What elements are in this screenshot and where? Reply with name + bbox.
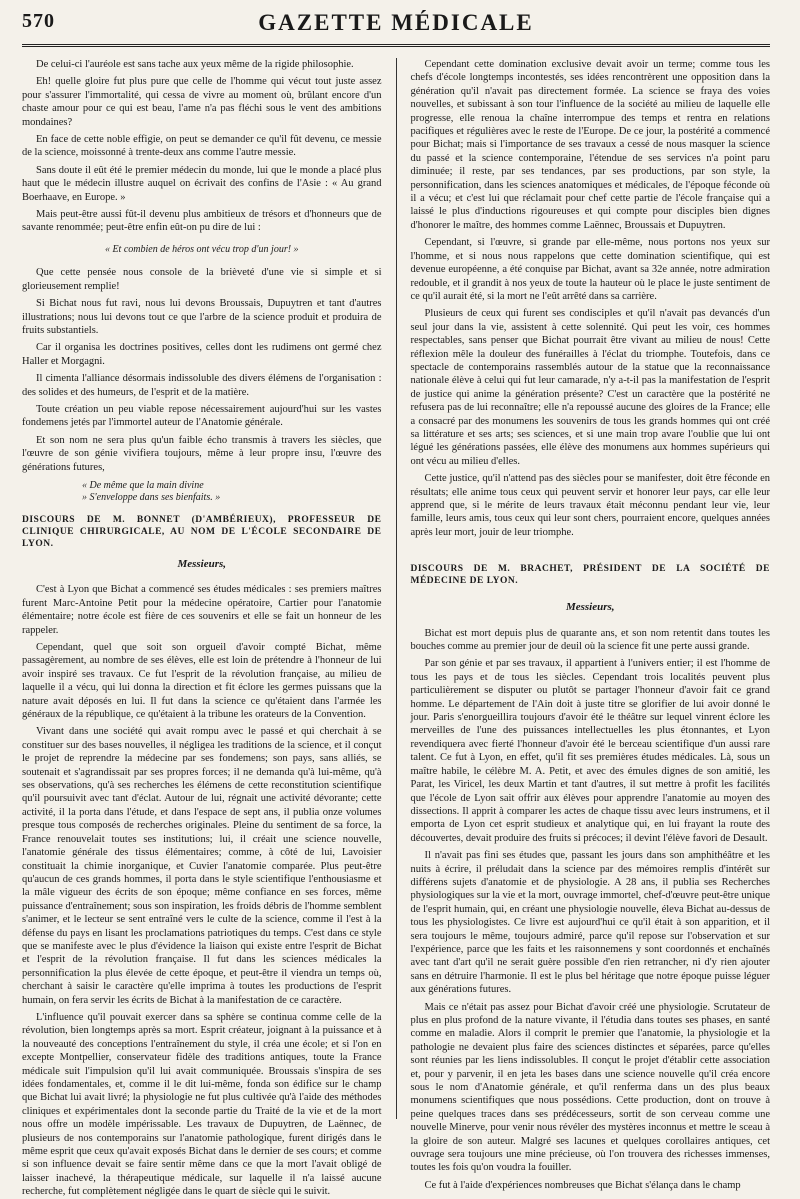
salutation: Messieurs, xyxy=(177,557,227,570)
paragraph: Mais peut-être aussi fût-il devenu plus ambitieux de trésors et d'honneurs que de savante renommée; peut-être enfin eût-on pu dire de lui : xyxy=(22,209,382,234)
paragraph: Cependant, quel que soit son orgueil d'avoir compté Bichat, même passagèrement, au nombre de ses élèves, elle est loin de prétendre à l'honneur de lui avoir inspiré ses travaux. Ce fut l'esprit de la révolution française, au milieu de laquelle il a vécu, qui lui donna la direction et fit éclore les germes puissans que la nature avait déposés en lui. Il fut dans la science ce qu'étaient dans l'armée les généraux de la république, ce qu'étaient à la tribune les orateurs de la Convention. xyxy=(22,642,382,721)
verse-line: » S'enveloppe dans ses bienfaits. » xyxy=(82,491,221,503)
page-header xyxy=(22,10,770,36)
paragraph: De celui-ci l'auréole est sans tache aux yeux même de la rigide philosophie. xyxy=(36,59,354,70)
paragraph: En face de cette noble effigie, on peut se demander ce qu'il fût devenu, ce messie de la science, moissonné à trente-deux ans comme l'autre messie. xyxy=(22,134,382,159)
paragraph: Toute création un peu viable repose nécessairement aujourd'hui sur les vastes fondemens jetés par l'immortel auteur de l'Anatomie générale. xyxy=(22,403,382,429)
column-divider xyxy=(396,58,397,1119)
paragraph: Vivant dans une société qui avait rompu avec le passé et qui cherchait à se constituer sur des bases nouvelles, il négligea les traditions de la science, et il conçut le projet de reprendre la médecine par ses fondemens; son pays, sans alliés, se soutenait et s'agrandissait par ses propres forces; il ne demanda qu'à lui-même, qu'à ses observations, qu'à ses recherches les élémens de cette reconstitution scientifique qu'il poursuivit avec tant d'éclat. Autour de lui, régnait une activité dévorante; cette activité, il la porta dans l'étude, et dans l'espace de sept ans, il publia onze volumes presque tous composés de recherches originales. Pleine du sentiment de sa force, la France renouvelait toutes ses institutions; lui, il créait une science nouvelle, l'anatomie générale des tissus élémentaires; comme, à côté de lui, Lavoisier constituait la chimie inorganique, et Cuvier l'anatomie comparée. Plus peut-être qu'aucun de ces grands hommes, il porta dans le style scientifique l'enthousiasme et la mâle vigueur des écrits de son époque; même confiance en ses forces, même puissance d'entraînement; sous son inspiration, les froids débris de l'homme semblent s'animer, et le lecteur se sent entraîné vers le culte de la science, comme il l'est à la défense du pays en lisant les proclamations patriotiques du temps. C'est dans ce style que se manifeste avec le plus d'évidence la liaison qui existe entre l'esprit de Bichat et l'esprit de la révolution française. Il fut dans les sciences médicales la personnification la plus élevée de cette époque, et peut-être il viendra un temps où, cherchant à saisir le caractère qu'elle imprima à toutes les productions de l'esprit humain, on fera servir les écrits de Bichat à la manifestation de ce caractère. xyxy=(22,726,382,1006)
section-heading: DISCOURS DE M. BONNET (D'AMBÉRIEUX), PROFESSEUR DE CLINIQUE CHIRURGICALE, AU NOM DE L'ÉCOLE SECONDAIRE DE LYON. xyxy=(22,514,382,549)
section-heading: DISCOURS DE M. BRACHET, PRÉSIDENT DE LA SOCIÉTÉ DE MÉDECINE DE LYON. xyxy=(410,564,770,587)
paragraph: Par son génie et par ses travaux, il appartient à l'univers entier; il est l'homme de tous les pays et de tous les siècles. Cependant trois localités peuvent plus particulièrement se disputer ou plutôt se partager l'honneur d'avoir fait ce grand homme. Le département de l'Ain doit à juste titre se glorifier de lui avoir donné le jour. Paris s'enorgueillira toujours d'avoir été le théâtre sur lequel vinrent éclore les merveilles de l'une des puissances intellectuelles les plus étonnantes, et Lyon revendiquera avec fierté l'honneur d'avoir été le berceau scientifique d'un aussi rare talent. Ce fut à Lyon, en effet, qu'il fit ses premières études médicales. Là, sous un maître habile, le célèbre M. A. Petit, et avec des émules dignes de son amitié, les Parat, les Viricel, les deux Martin et tant d'autres, il sut mettre à profit les facilités que l'école de Lyon sait offrir aux élèves pour apprendre l'anatomie au moyen des dissections. Il apprit à comparer les actes de chaque tissu avec leurs instrumens, et il emporta de Lyon cet esprit studieux et analytique qui, en lui frayant la route des découvertes, devait produire des fruits si précoces; il devint l'élève favori de Desault. xyxy=(410,658,770,844)
left-column xyxy=(22,58,382,1198)
paragraph: Si Bichat nous fut ravi, nous lui devons Broussais, Dupuytren et tant d'autres illustrations; nous lui devons tout ce que l'arbre de la science produit et produira de fruits substantiels. xyxy=(22,298,382,336)
paragraph: Que cette pensée nous console de la brièveté d'une vie si simple et si glorieusement remplie! xyxy=(22,267,382,292)
salutation: Messieurs, xyxy=(565,601,615,614)
paragraph: L'influence qu'il pouvait exercer dans sa sphère se continua comme celle de la révolution, bien longtemps après sa mort. Esprit créateur, joignant à la puissance et à la nouveauté des conceptions l'entraînement du style, il créa une école; et si l'on en excepte Montpellier, conservateur fidèle des traditions antiques, toute la France médicale suit l'impulsion qu'il lui avait communiquée. Broussais s'inspira de ses idées fondamentales, et, comme il le dit lui-même, fonda son édifice sur le champ que Bichat lui avait livré; la physiologie ne fut plus cultivée qu'à l'aide des méthodes cliniques et expérimentales dont la seconde partie du Traité de la vie et de la mort nous offre un modèle impérissable. Les travaux de Dupuytren, de Laënnec, de plusieurs de nos contemporains sur l'anatomie pathologique, furent dirigés dans le même esprit que ceux qu'avait exposés Bichat dans le dernier de ses cours; et comme si son influence devait se faire sentir même dans ce que la mort l'avait obligé de laisser inachevé, la thérapeutique médicale, sur laquelle il n'a laissé aucune recherche, fut complètement négligée dans le quart de siècle qui le suivit. xyxy=(22,1011,382,1198)
paragraph: Plusieurs de ceux qui furent ses condisciples et qu'il n'avait pas devancés d'un seul jour dans la vie, assistent à cette solennité. Qui peut les voir, ces hommes respectables, sans penser que Bichat pourrait être vivant au milieu de nous! Cette réflexion mêle la douleur des funérailles à l'éclat du triomphe. Toutefois, dans ce spectacle de contemporains rassemblés autour de la statue que la reconnaissance nationale élève à celui qui fut leur camarade, n'y a-t-il pas la manifestation de l'esprit de justice qui anime la génération présente? C'est un caractère que la postérité ne refusera pas de lui reconnaître; elle n'a repoussé aucune des gloires de la France; elle a consacré par des monumens les souvenirs de tous les grands hommes qui ont créé sa littérature et ses arts; ses sciences, et si une main trop avare l'oublie que lui ont légué les générations passées, elle élève des monumens aux hommes supérieurs qui ont vécu au milieu d'elles. xyxy=(410,308,770,467)
paragraph: Mais ce n'était pas assez pour Bichat d'avoir créé une physiologie. Scrutateur de plus en plus profond de la nature vivante, il l'étudia dans toutes ses phases, en santé comme en maladie. Alors il comprit le premier que l'anatomie, la physiologie et la pathologie ne devaient plus faire des sciences distinctes et séparées, parce qu'elles sont réunies par les liens indissolubles. Il conçut le projet d'établir cette association et, pour y parvenir, il en jeta les bases dans une science nouvelle qu'il créa encore sous le nom d'Anatomie générale, et qu'il renferma dans un des plus beaux monumens scientifiques que nous possédions. Cette production, dont on trouve à peine quelques traces dans ses prédécesseurs, sortit de son cerveau comme une nouvelle Minerve, pour venir nous révéler des mystères inconnus et mettre le sceau à la gloire de son auteur. Malgré ses lacunes et quelques corollaires antiques, cet ouvrage sera toujours une mine précieuse, où l'on trouvera des richesses immenses, toutes les fois qu'on voudra la fouiller. xyxy=(410,1001,770,1174)
paragraph: Eh! quelle gloire fut plus pure que celle de l'homme qui vécut tout juste assez pour s'assurer l'immortalité, qui cessa de vivre au moment où, brûlant encore d'un chaste amour pour ce qui est beau, l'ame n'a pas fléchi sous le vent des ambitions mondaines? xyxy=(22,76,382,128)
quotation: « Et combien de héros ont vécu trop d'un jour! » xyxy=(104,243,299,255)
paragraph: Cependant cette domination exclusive devait avoir un terme; comme tous les chefs d'école longtemps incontestés, ses idées rencontrèrent une opposition dans la génération qu'il n'avait pas directement formée. La science se fraya des voies nouvelles, et subissant à son tour l'influence de la société au milieu de laquelle elle progresse, elle renoua la chaîne interrompue des temps et rentra en relations pacifiques et régulières avec le reste de l'Europe. De ce jour, la postérité a commencé pour Bichat; mais si l'importance de ses travaux a cessé de nous masquer la science du passé et la science contemporaine, l'étendue de ses services n'a point paru diminuée; il reste, par ses tendances, par ses productions, par son style, la personnification, dans les sciences anatomiques et médicales, de l'époque féconde où il a vécu; et c'est lui que réclamait pour chef cette partie de l'école française qui a laissé le plus d'inductions rigoureuses et qui compte pour disciples bien dignes d'honorer le maître, des hommes comme Laënnec, Broussais et Dupuytren. xyxy=(410,59,770,231)
paragraph: Bichat est mort depuis plus de quarante ans, et son nom retentit dans toutes les bouches comme au premier jour de deuil où la science fit une perte aussi grande. xyxy=(410,627,770,653)
paragraph: Ce fut à l'aide d'expériences nombreuses que Bichat s'élança dans le champ xyxy=(424,1179,741,1191)
paragraph: Car il organisa les doctrines positives, celles dont les rudimens ont germé chez Haller et Morgagni. xyxy=(22,342,382,367)
paragraph: Il cimenta l'alliance désormais indissoluble des divers élémens de l'organisation : des solides et des humeurs, de l'esprit et de la matière. xyxy=(22,373,382,398)
verse-line: « De même que la main divine xyxy=(82,479,204,491)
paragraph: Il n'avait pas fini ses études que, passant les jours dans son amphithéâtre et les nuits à écrire, il préludait dans la science par des mémoires remplis d'intérêt sur différens sujets d'anatomie et de physiologie. A 28 ans, il publia ses Recherches physiologiques sur la vie et la mort, ouvrage immortel, chef-d'œuvre peut-être unique de l'esprit humain, qui, en créant une physiologie nouvelle, éleva Bichat au-dessus de tous les physiologistes. Ce livre est aujourd'hui ce qu'il était à son apparition, et il sera toujours le même, toujours admiré, parce qu'il repose sur l'observation et sur l'expérience, parce que les faits et les raisonnemens y sont coordonnés et enchaînés avec tant d'art qu'il ne serait guère possible d'en rien retrancher, ni d'y rien ajouter sans en détruire l'harmonie. Il est le plus bel héritage que notre époque puisse léguer aux générations futures. xyxy=(410,850,770,996)
verse-quote xyxy=(82,480,382,504)
header-rule xyxy=(22,44,770,50)
right-column xyxy=(410,58,771,1191)
paragraph: Cependant, si l'œuvre, si grande par elle-même, nous portons nos yeux sur l'homme, et si nous nous rappelons que cette domination scientifique, qui est devenue européenne, a été conquise par Bichat, avant sa 32e année, notre admiration redouble, et il grandit à nos yeux de toute la hauteur où le place le juste sentiment de ce qu'il aurait été, si la mort ne l'eût arrêté dans sa carrière. xyxy=(410,237,770,302)
article-columns xyxy=(22,58,770,1198)
paragraph: Et son nom ne sera plus qu'un faible écho transmis à travers les siècles, que l'œuvre de son génie vivifiera toujours, même à leur propre insu, l'œuvre des générations futures, xyxy=(22,434,382,473)
paragraph: Sans doute il eût été le premier médecin du monde, lui que le monde a placé plus haut que le médecin illustre auquel on écrivait des confins de l'Asie : « Au grand Boerhaave, en Europe. » xyxy=(22,164,382,203)
page-number: 570 xyxy=(22,10,55,32)
paragraph: Cette justice, qu'il n'attend pas des siècles pour se manifester, doit être féconde en résultats; elle anime tous ceux qui peuvent servir et honorer leur pays, car elle leur apprend que, si le mérite de leurs travaux était méconnu pendant leur vie, leur famille, leurs amis, tous ceux qui leur sont chers, pourraient encore, quelques années après leur mort, jouir de leur triomphe. xyxy=(410,473,770,538)
journal-title: GAZETTE MÉDICALE xyxy=(258,10,534,35)
paragraph: C'est à Lyon que Bichat a commencé ses études médicales : ses premiers maîtres furent Marc-Antoine Petit pour la médecine opératoire, Cartier pour l'anatomie élémentaire; notre école est fière de ces souvenirs et elle se fait un honneur de les rappeler. xyxy=(22,584,382,636)
